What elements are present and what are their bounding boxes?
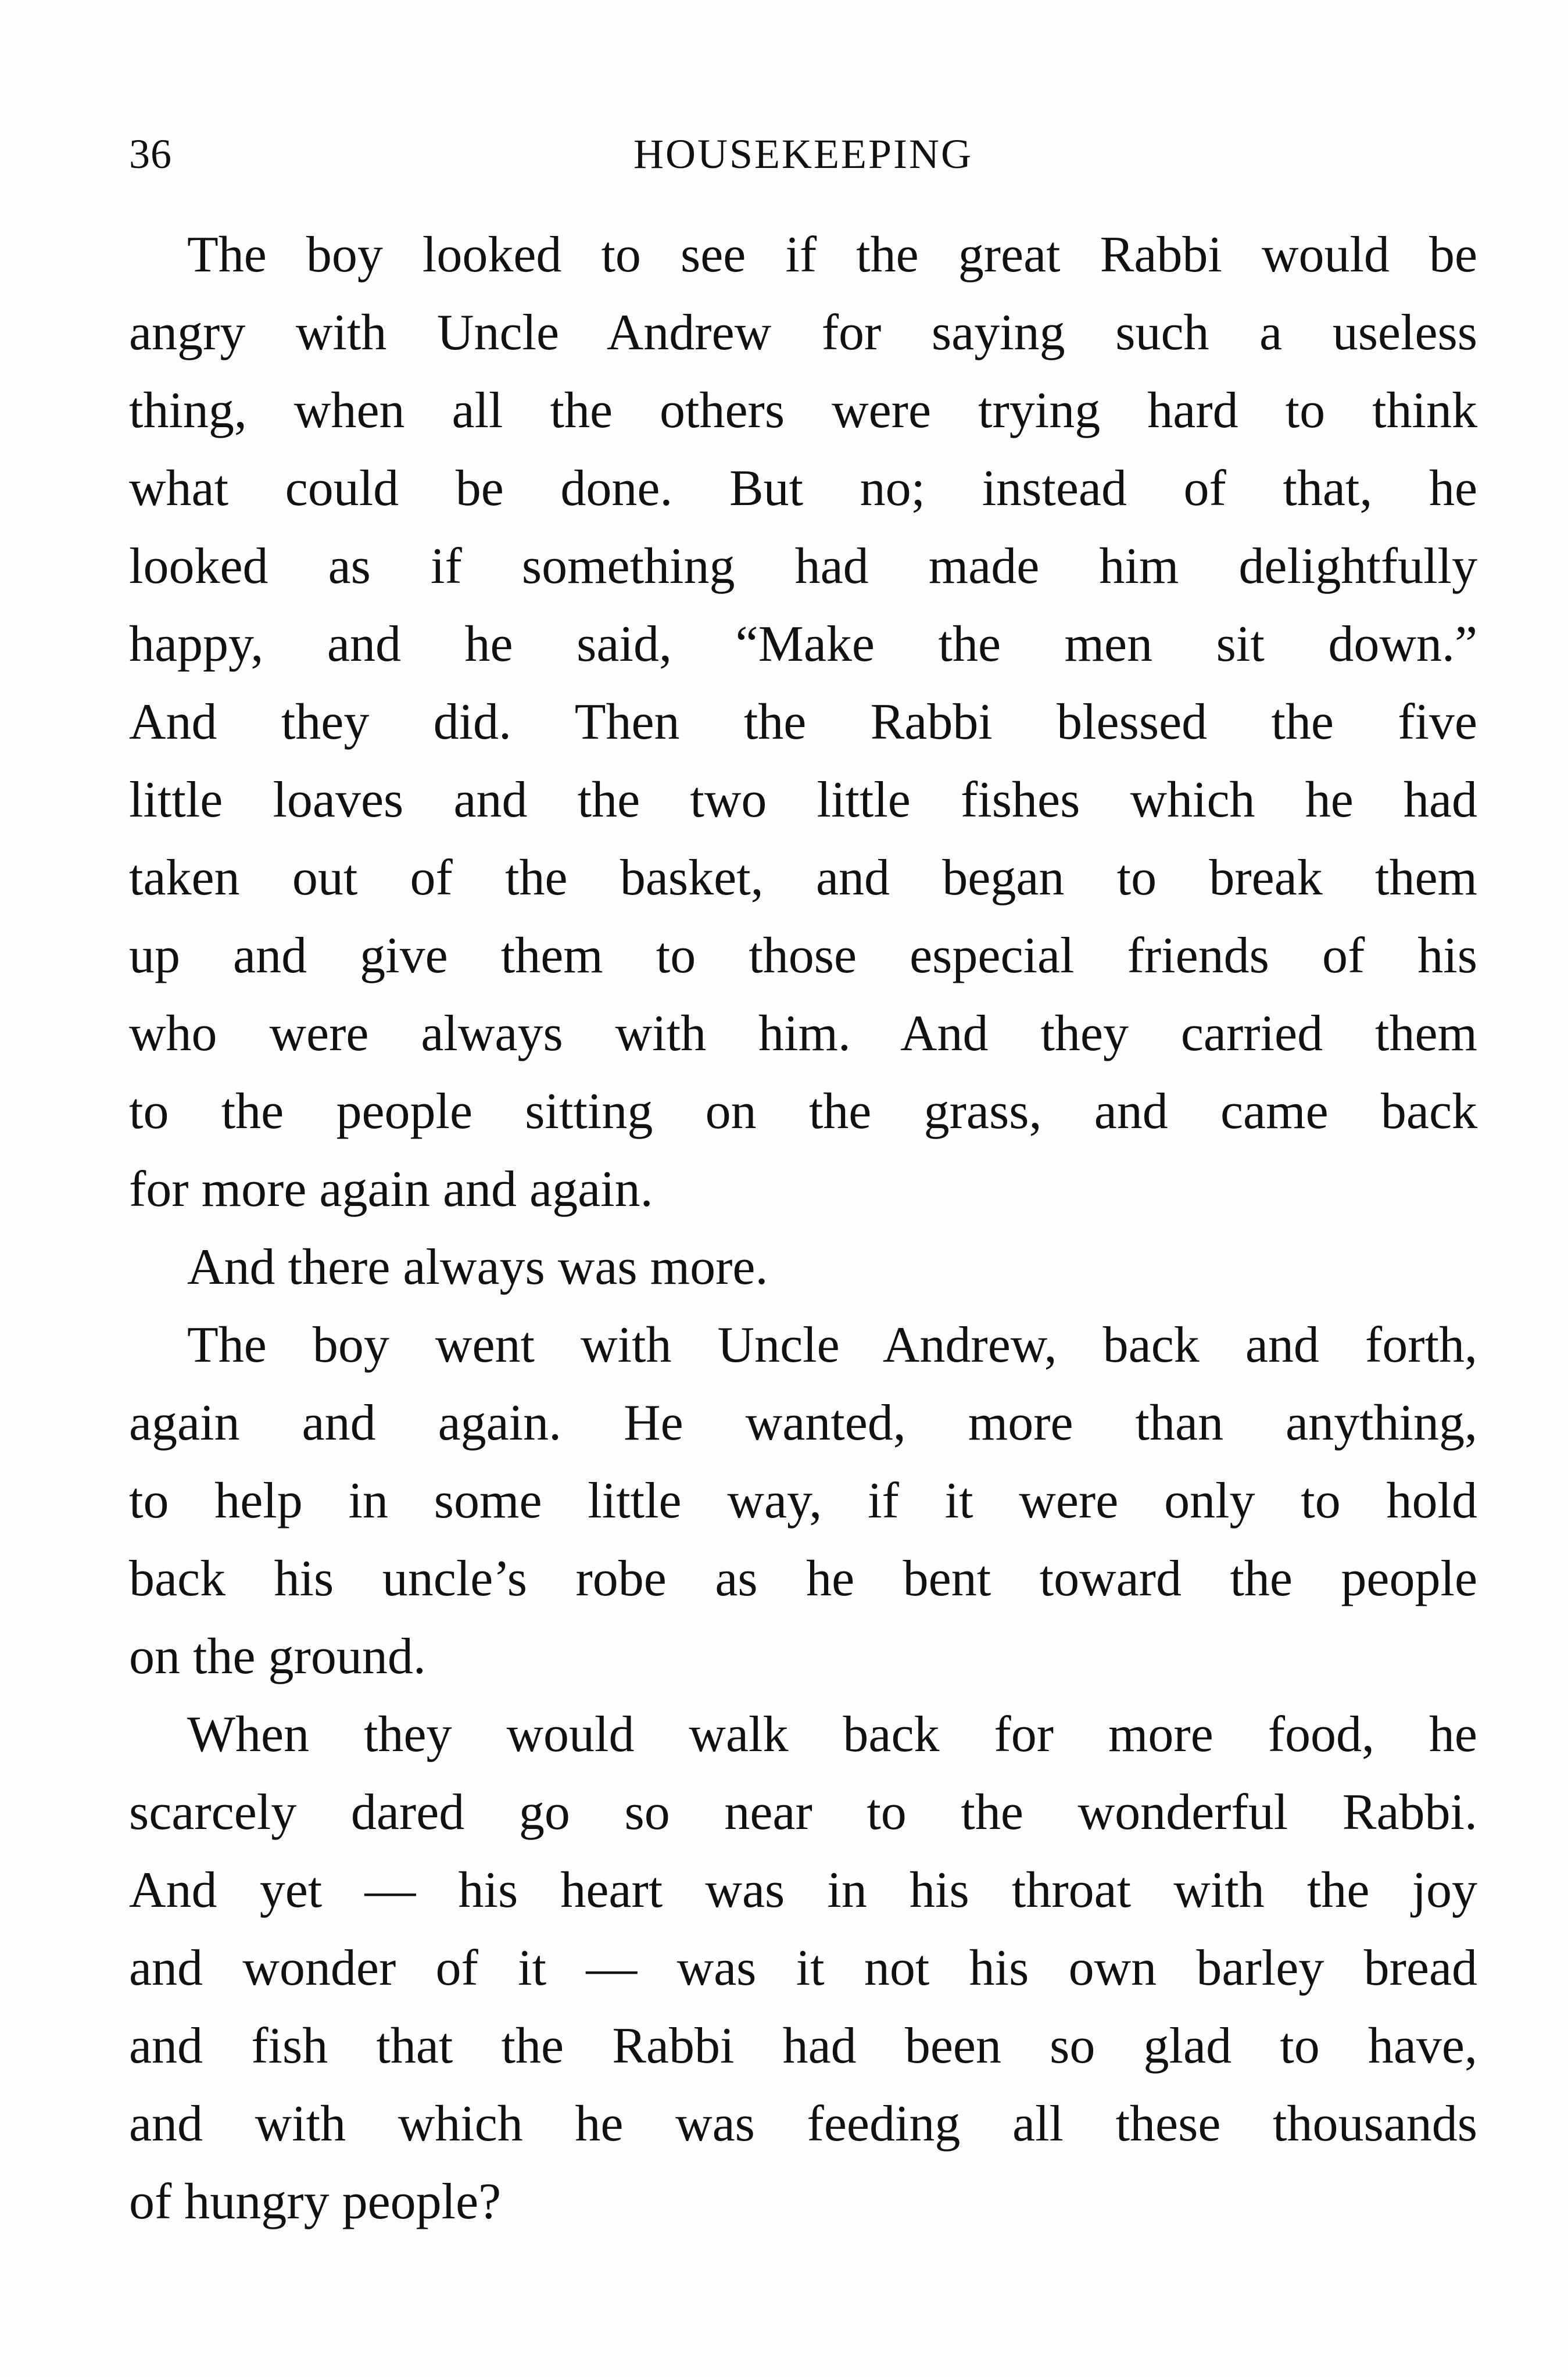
paragraph — [129, 1306, 1477, 1696]
text-line: and wonder of it — was it not his own barley bread — [129, 1940, 1477, 1996]
paragraph — [129, 1229, 1477, 1306]
page-number: 36 — [129, 131, 172, 177]
text-line: thing, when all the others were trying hard to think — [129, 382, 1477, 439]
text-line: to the people sitting on the grass, and came back — [129, 1083, 1477, 1140]
text-line: little loaves and the two little fishes which he had — [129, 772, 1477, 828]
text-line: and fish that the Rabbi had been so glad to have, — [129, 2018, 1477, 2074]
running-title: HOUSEKEEPING — [633, 131, 973, 177]
text-line: to help in some little way, if it were only to hold — [129, 1473, 1477, 1529]
text-line: angry with Uncle Andrew for saying such a useless — [129, 305, 1477, 361]
paragraph — [129, 216, 1477, 1229]
text-line: taken out of the basket, and began to break them — [129, 850, 1477, 906]
text-line: happy, and he said, “Make the men sit down.” — [129, 616, 1477, 672]
text-line: When they would walk back for more food, he — [187, 1706, 1477, 1763]
text-line: again and again. He wanted, more than anything, — [129, 1395, 1477, 1451]
text-line: looked as if something had made him delightfully — [129, 538, 1477, 595]
text-line: And there always was more. — [187, 1239, 768, 1295]
text-line: And yet — his heart was in his throat with the joy — [129, 1862, 1477, 1918]
running-head — [129, 122, 1477, 186]
text-line: on the ground. — [129, 1628, 426, 1685]
text-line: for more again and again. — [129, 1161, 653, 1218]
text-line: of hungry people? — [129, 2174, 502, 2230]
text-line: what could be done. But no; instead of that, he — [129, 460, 1477, 517]
text-line: up and give them to those especial friends of his — [129, 928, 1477, 984]
text-line: who were always with him. And they carried them — [129, 1005, 1477, 1062]
text-line: The boy looked to see if the great Rabbi would be — [187, 227, 1477, 283]
text-line: and with which he was feeding all these thousands — [129, 2096, 1477, 2152]
text-line: back his uncle’s robe as he bent toward the people — [129, 1551, 1477, 1607]
text-line: And they did. Then the Rabbi blessed the five — [129, 694, 1477, 750]
body-text — [129, 216, 1477, 2241]
text-line: scarcely dared go so near to the wonderful Rabbi. — [129, 1784, 1477, 1841]
paragraph — [129, 1696, 1477, 2241]
text-line: The boy went with Uncle Andrew, back and forth, — [187, 1317, 1477, 1373]
